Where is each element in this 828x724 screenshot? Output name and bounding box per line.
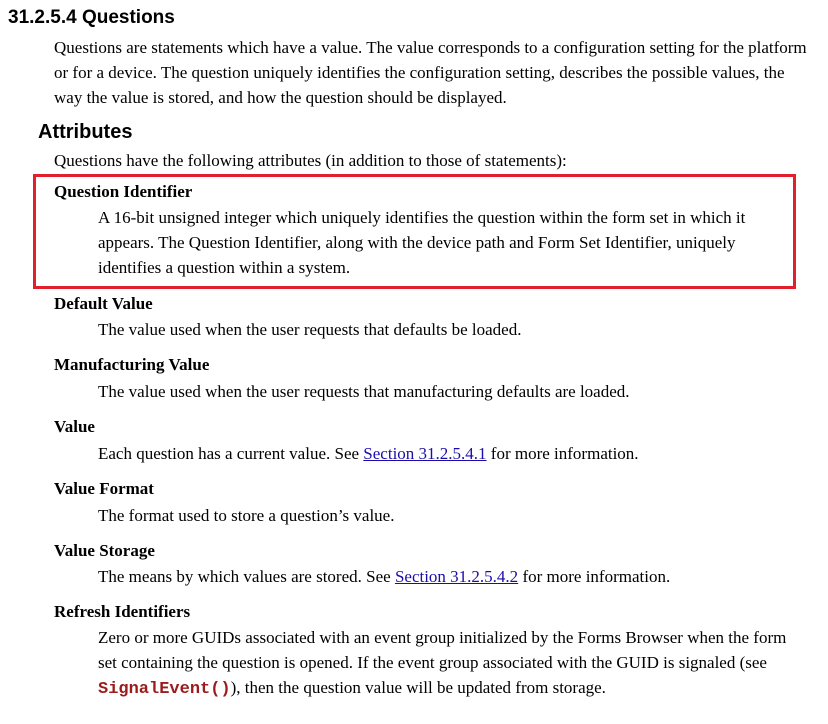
attributes-intro: Questions have the following attributes (in addition to those of statements): <box>54 151 567 170</box>
term-value-format: Value Format <box>54 479 154 498</box>
term-default-value: Default Value <box>54 294 153 313</box>
def-refresh-text-after: ), then the question value will be updated from storage. <box>230 678 606 697</box>
section-link-31-2-5-4-2[interactable]: Section 31.2.5.4.2 <box>394 567 519 586</box>
def-refresh-identifiers <box>98 625 790 702</box>
def-default-value: The value used when the user requests that defaults be loaded. <box>98 320 522 339</box>
section-intro: Questions are statements which have a value. The value corresponds to a configuration setting for the platform or for a device. The question uniquely identifies the configuration setting, describes the possible values, the way the value is stored, and how the question should be displayed. <box>54 38 807 107</box>
def-value-storage <box>98 564 790 589</box>
def-manufacturing-value: The value used when the user requests that manufacturing defaults are loaded. <box>98 382 630 401</box>
attributes-heading: Attributes <box>38 121 133 143</box>
def-value-storage-text-after: for more information. <box>518 567 671 586</box>
term-refresh-identifiers: Refresh Identifiers <box>54 602 191 621</box>
term-value-storage: Value Storage <box>54 541 155 560</box>
def-question-identifier: A 16-bit unsigned integer which uniquely identifies the question within the form set in which it appears. The Question Identifier, along with the device path and Form Set Identifier, uniquely identifies a question within a system. <box>98 208 746 277</box>
def-value-text-before: Each question has a current value. See <box>98 444 364 463</box>
def-value <box>98 441 790 466</box>
def-value-storage-text-before: The means by which values are stored. See <box>98 567 395 586</box>
def-refresh-text-before: Zero or more GUIDs associated with an event group initialized by the Forms Browser when the form set containing the question is opened. If the event group associated with the GUID is signaled (see <box>98 628 787 672</box>
signal-event-code: SignalEvent() <box>98 680 231 699</box>
term-manufacturing-value: Manufacturing Value <box>54 355 210 374</box>
def-value-text-after: for more information. <box>486 444 639 463</box>
section-link-31-2-5-4-1[interactable]: Section 31.2.5.4.1 <box>363 444 487 463</box>
term-question-identifier: Question Identifier <box>54 182 193 201</box>
term-value: Value <box>54 417 95 436</box>
section-title: 31.2.5.4 Questions <box>8 7 175 28</box>
def-value-format: The format used to store a question’s value. <box>98 506 395 525</box>
